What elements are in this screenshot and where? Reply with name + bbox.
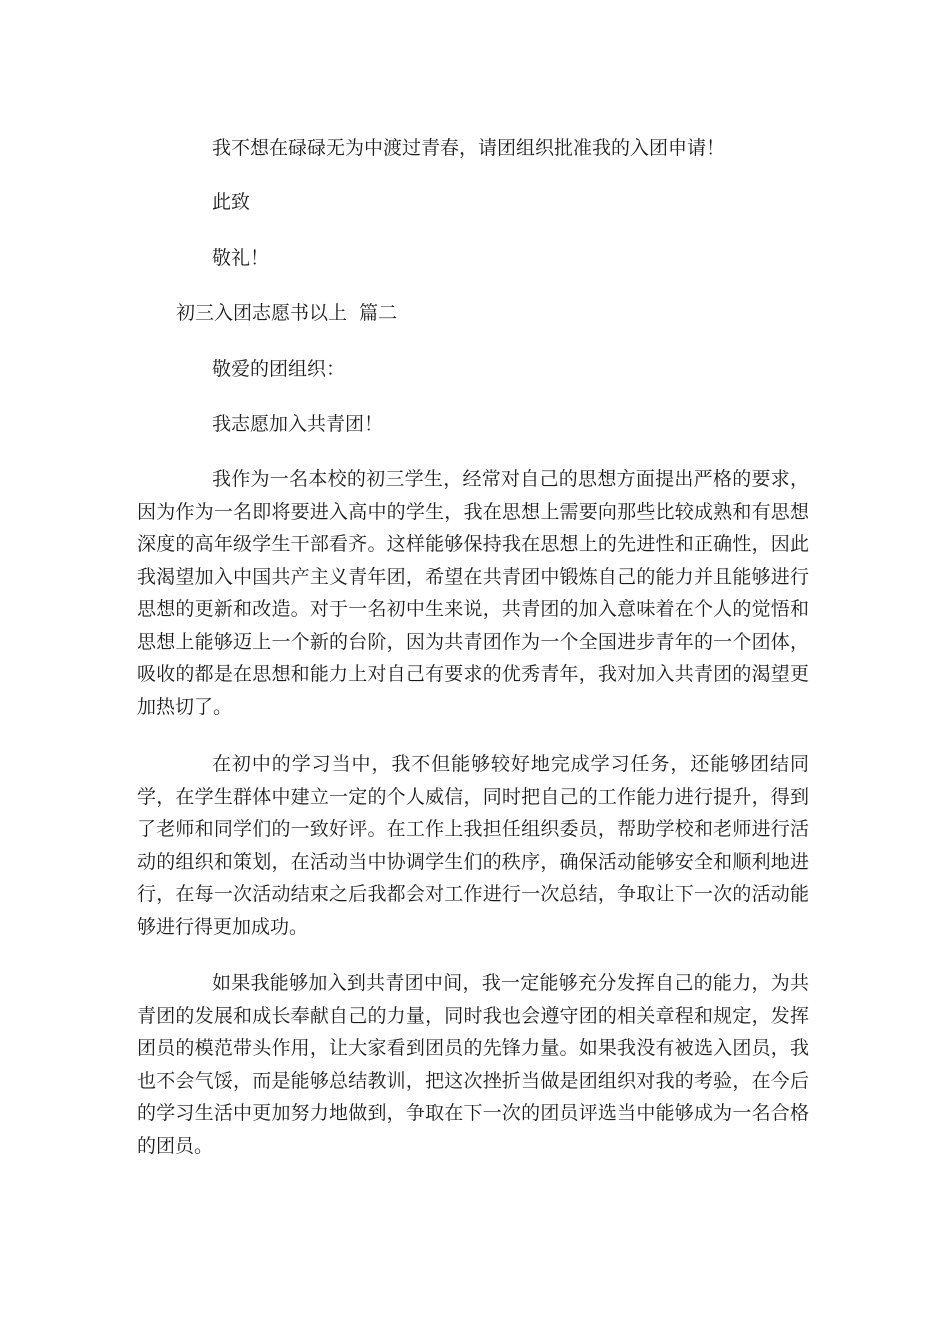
salutation-regards-line: 敬礼！ (212, 247, 270, 269)
section-heading: 初三入团志愿书以上 篇二 (176, 302, 398, 324)
declaration-line: 我志愿加入共青团！ (212, 413, 384, 435)
greeting-line: 敬爱的团组织： (212, 358, 346, 380)
body-paragraph-1: 我作为一名本校的初三学生，经常对自己的思想方面提出严格的要求，因为作为一名即将要进入高中的学生，我在思想上需要向那些比较成熟和有思想深度的高年级学生干部看齐。这样能够保持我在思想上的先进性和正确性，因此我渴望加入中国共产主义青年团，希望在共青团中锻炼自己的能力并且能够进行思想的更新和改造。对于一名初中生来说，共青团的加入意味着在个人的觉悟和思想上能够迈上一个新的台阶，因为共青团作为一个全国进步青年的一个团体，吸收的都是在思想和能力上对自己有要求的优秀青年，我对加入共青团的渴望更加热切了。 (137, 468, 809, 718)
closing-request-line: 我不想在碌碌无为中渡过青春，请团组织批准我的入团申请！ (212, 137, 726, 159)
salutation-to-line: 此致 (212, 191, 251, 213)
body-paragraph-2: 在初中的学习当中，我不但能够较好地完成学习任务，还能够团结同学，在学生群体中建立一定的个人威信，同时把自己的工作能力进行提升，得到了老师和同学们的一致好评。在工作上我担任组织委员，帮助学校和老师进行活动的组织和策划，在活动当中协调学生们的秩序，确保活动能够安全和顺利地进行，在每一次活动结束之后我都会对工作进行一次总结，争取让下一次的活动能够进行得更加成功。 (137, 753, 809, 938)
body-paragraph-3: 如果我能够加入到共青团中间，我一定能够充分发挥自己的能力，为共青团的发展和成长奉献自己的力量，同时我也会遵守团的相关章程和规定，发挥团员的模范带头作用，让大家看到团员的先锋力量。如果我没有被选入团员，我也不会气馁，而是能够总结教训，把这次挫折当做是团组织对我的考验，在今后的学习生活中更加努力地做到，争取在下一次的团员评选当中能够成为一名合格的团员。 (137, 972, 809, 1157)
